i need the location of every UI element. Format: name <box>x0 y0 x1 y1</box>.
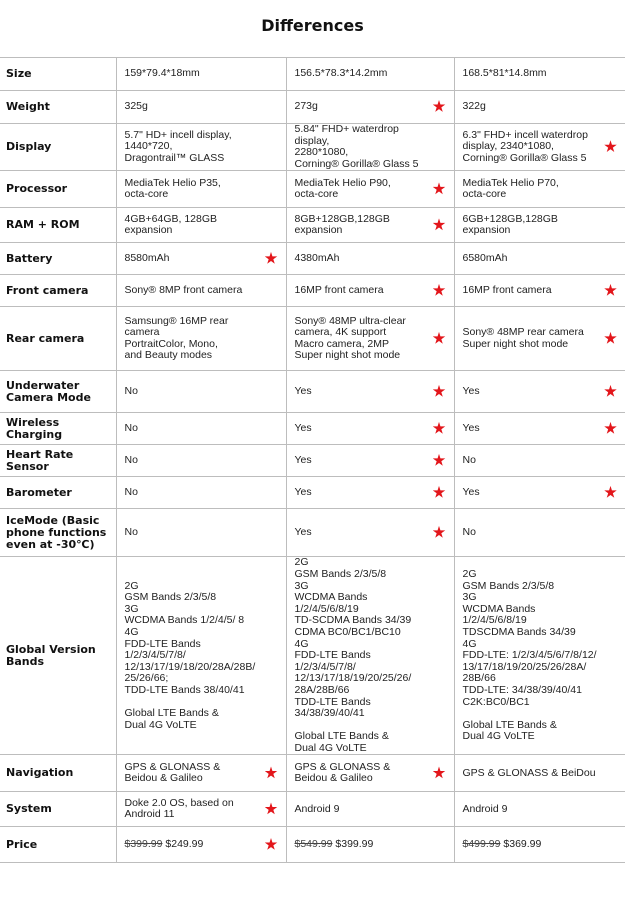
cell-phone-3 <box>454 477 625 509</box>
star-icon <box>604 284 617 297</box>
cell-text: Yes <box>294 422 312 435</box>
cell-text: GPS & GLONASS & BeiDou <box>462 766 596 779</box>
cell-phone-3 <box>454 171 625 208</box>
star-icon <box>433 182 446 195</box>
cell-phone-1 <box>116 371 286 413</box>
star-icon <box>433 385 446 398</box>
cell-phone-1 <box>116 509 286 557</box>
table-row-rear-camera <box>0 307 625 371</box>
cell-text: 273g <box>294 100 318 113</box>
cell-phone-2 <box>286 243 454 275</box>
cell-text: No <box>462 526 476 539</box>
old-price: $399.99 <box>124 838 163 851</box>
cell-phone-2 <box>286 275 454 307</box>
row-label: Barometer <box>0 477 116 509</box>
cell-text: Sony® 48MP rear camera Super night shot mode <box>462 326 584 350</box>
cell-phone-2 <box>286 91 454 124</box>
cell-phone-1 <box>116 557 286 755</box>
cell-phone-3 <box>454 557 625 755</box>
table-row-front-camera <box>0 275 625 307</box>
new-price: $369.99 <box>503 838 542 851</box>
cell-text: 16MP front camera <box>462 284 552 297</box>
cell-text: 2G GSM Bands 2/3/5/8 3G WCDMA Bands 1/2/4/5/ 8 4G FDD-LTE Bands 1/2/3/4/5/7/8/ 12/13/17/19/18/20/28A/28B/ 25/26/66; TDD-LTE Bands 38/40/41 Global LTE Bands & Dual 4G VoLTE <box>124 579 256 731</box>
table-row-underwater-camera-mode <box>0 371 625 413</box>
cell-phone-3 <box>454 243 625 275</box>
cell-phone-3 <box>454 755 625 792</box>
cell-text: GPS & GLONASS & Beidou & Galileo <box>294 760 391 785</box>
new-price: $249.99 <box>165 838 204 851</box>
cell-text: 2G GSM Bands 2/3/5/8 3G WCDMA Bands 1/2/4/5/6/8/19 TDSCDMA Bands 34/39 4G FDD-LTE: 1/2/3/4/5/6/7/8/12/ 13/17/18/19/20/25/26/28A/ 28B/66 TDD-LTE: 34/38/39/40/41 C2K:BC0/BC1 Global LTE Bands & Dual 4G VoLTE <box>462 567 597 743</box>
cell-phone-2 <box>286 445 454 477</box>
row-label: RAM + ROM <box>0 208 116 243</box>
cell-text: 2G GSM Bands 2/3/5/8 3G WCDMA Bands 1/2/4/5/6/8/19 TD-SCDMA Bands 34/39 CDMA BC0/BC1/BC10 4G FDD-LTE Bands 1/2/3/4/5/7/8/ 12/13/17/18/19/20/25/26/ 28A/28B/66 TDD-LTE Bands 34/38/39/40/41 Global LTE Bands & Dual 4G VoLTE <box>294 556 412 754</box>
star-icon <box>433 486 446 499</box>
cell-text: Yes <box>294 486 312 499</box>
cell-text: GPS & GLONASS & Beidou & Galileo <box>124 760 221 785</box>
row-label: Heart Rate Sensor <box>0 445 116 477</box>
cell-text: Yes <box>294 454 312 467</box>
row-label: Size <box>0 58 116 91</box>
table-row-barometer <box>0 477 625 509</box>
cell-text: No <box>124 526 138 539</box>
cell-text: No <box>124 422 138 435</box>
cell-phone-3 <box>454 91 625 124</box>
cell-phone-3 <box>454 307 625 371</box>
row-label: IceMode (Basic phone functions even at -30℃) <box>0 509 116 557</box>
cell-phone-1 <box>116 124 286 171</box>
cell-text: 16MP front camera <box>294 284 384 297</box>
cell-text: 5.7" HD+ incell display, 1440*720, Dragontrail™ GLASS <box>124 128 232 164</box>
cell-phone-1 <box>116 243 286 275</box>
cell-phone-2 <box>286 58 454 91</box>
cell-phone-1 <box>116 91 286 124</box>
star-icon <box>604 422 617 435</box>
cell-phone-2 <box>286 557 454 755</box>
table-row-system <box>0 792 625 827</box>
cell-text: Android 9 <box>294 802 340 815</box>
comparison-table <box>0 57 625 863</box>
cell-phone-1 <box>116 792 286 827</box>
star-icon <box>433 284 446 297</box>
cell-text: 325g <box>124 100 148 113</box>
page-title: Differences <box>261 16 364 35</box>
star-icon <box>604 140 617 153</box>
cell-phone-3 <box>454 413 625 445</box>
star-icon <box>433 332 446 345</box>
cell-text: MediaTek Helio P70, octa-core <box>462 176 559 201</box>
cell-phone-3 <box>454 445 625 477</box>
cell-phone-1 <box>116 413 286 445</box>
table-row-heart-rate-sensor <box>0 445 625 477</box>
cell-text: 4380mAh <box>294 252 340 265</box>
star-icon <box>265 766 278 779</box>
cell-phone-1 <box>116 208 286 243</box>
row-label: Global Version Bands <box>0 557 116 755</box>
cell-phone-3 <box>454 827 625 863</box>
cell-phone-1 <box>116 755 286 792</box>
cell-phone-2 <box>286 171 454 208</box>
cell-text: 8580mAh <box>124 252 170 265</box>
cell-text: Sony® 48MP ultra-clear camera, 4K support Macro camera, 2MP Super night shot mode <box>294 314 406 362</box>
table-row-ram-rom <box>0 208 625 243</box>
cell-text: 322g <box>462 100 486 113</box>
cell-phone-1 <box>116 58 286 91</box>
row-label: Underwater Camera Mode <box>0 371 116 413</box>
old-price: $549.99 <box>294 838 333 851</box>
star-icon <box>604 332 617 345</box>
cell-text: 6GB+128GB,128GB expansion <box>462 212 558 237</box>
cell-text: Yes <box>462 422 480 435</box>
cell-phone-2 <box>286 477 454 509</box>
row-label: Wireless Charging <box>0 413 116 445</box>
table-row-price <box>0 827 625 863</box>
cell-text: Yes <box>294 385 312 398</box>
star-icon <box>604 385 617 398</box>
cell-phone-3 <box>454 509 625 557</box>
table-row-navigation <box>0 755 625 792</box>
cell-text: 5.84" FHD+ waterdrop display, 2280*1080, Corning® Gorilla® Glass 5 <box>294 123 419 170</box>
star-icon <box>433 218 446 231</box>
star-icon <box>265 838 278 851</box>
new-price: $399.99 <box>335 838 374 851</box>
cell-text: No <box>124 454 138 467</box>
cell-text: Yes <box>294 526 312 539</box>
row-label: Front camera <box>0 275 116 307</box>
cell-text: 159*79.4*18mm <box>124 67 200 80</box>
cell-text: Yes <box>462 486 480 499</box>
cell-phone-2 <box>286 509 454 557</box>
table-row-size <box>0 58 625 91</box>
row-label: Rear camera <box>0 307 116 371</box>
cell-phone-2 <box>286 792 454 827</box>
cell-phone-1 <box>116 275 286 307</box>
cell-phone-2 <box>286 307 454 371</box>
cell-text: Doke 2.0 OS, based on Android 11 <box>124 796 234 821</box>
cell-phone-2 <box>286 413 454 445</box>
cell-phone-1 <box>116 171 286 208</box>
star-icon <box>604 486 617 499</box>
cell-text: No <box>124 385 138 398</box>
cell-text: No <box>462 454 476 467</box>
cell-text: Sony® 8MP front camera <box>124 284 243 297</box>
table-row-battery <box>0 243 625 275</box>
star-icon <box>433 766 446 779</box>
row-label: Price <box>0 827 116 863</box>
row-label: Display <box>0 124 116 171</box>
table-row-wireless-charging <box>0 413 625 445</box>
cell-text: 156.5*78.3*14.2mm <box>294 67 388 80</box>
cell-phone-1 <box>116 445 286 477</box>
row-label: Processor <box>0 171 116 208</box>
star-icon <box>265 252 278 265</box>
table-row-display <box>0 124 625 171</box>
cell-phone-2 <box>286 827 454 863</box>
cell-phone-2 <box>286 124 454 171</box>
cell-phone-1 <box>116 827 286 863</box>
cell-phone-2 <box>286 755 454 792</box>
star-icon <box>433 526 446 539</box>
cell-text: MediaTek Helio P90, octa-core <box>294 176 391 201</box>
row-label: Weight <box>0 91 116 124</box>
cell-text: MediaTek Helio P35, octa-core <box>124 176 221 201</box>
cell-phone-3 <box>454 124 625 171</box>
old-price: $499.99 <box>462 838 501 851</box>
cell-text: Samsung® 16MP rear camera PortraitColor, Mono, and Beauty modes <box>124 314 229 362</box>
table-row-icemode-basic-phone-functions-even-at-30 <box>0 509 625 557</box>
cell-phone-1 <box>116 307 286 371</box>
star-icon <box>433 422 446 435</box>
row-label: Battery <box>0 243 116 275</box>
table-row-global-version-bands <box>0 557 625 755</box>
cell-phone-3 <box>454 371 625 413</box>
star-icon <box>265 802 278 815</box>
cell-text: Android 9 <box>462 802 508 815</box>
cell-text: 8GB+128GB,128GB expansion <box>294 212 390 237</box>
star-icon <box>433 454 446 467</box>
cell-text: No <box>124 486 138 499</box>
cell-phone-3 <box>454 208 625 243</box>
cell-text: 4GB+64GB, 128GB expansion <box>124 212 218 237</box>
cell-phone-3 <box>454 58 625 91</box>
cell-text: 6.3" FHD+ incell waterdrop display, 2340*1080, Corning® Gorilla® Glass 5 <box>462 128 588 164</box>
cell-text: Yes <box>462 385 480 398</box>
cell-phone-2 <box>286 208 454 243</box>
table-row-processor <box>0 171 625 208</box>
row-label: System <box>0 792 116 827</box>
cell-phone-1 <box>116 477 286 509</box>
table-row-weight <box>0 91 625 124</box>
star-icon <box>433 100 446 113</box>
cell-text: 168.5*81*14.8mm <box>462 67 547 80</box>
row-label: Navigation <box>0 755 116 792</box>
cell-text: 6580mAh <box>462 252 508 265</box>
cell-phone-3 <box>454 275 625 307</box>
cell-phone-2 <box>286 371 454 413</box>
cell-phone-3 <box>454 792 625 827</box>
